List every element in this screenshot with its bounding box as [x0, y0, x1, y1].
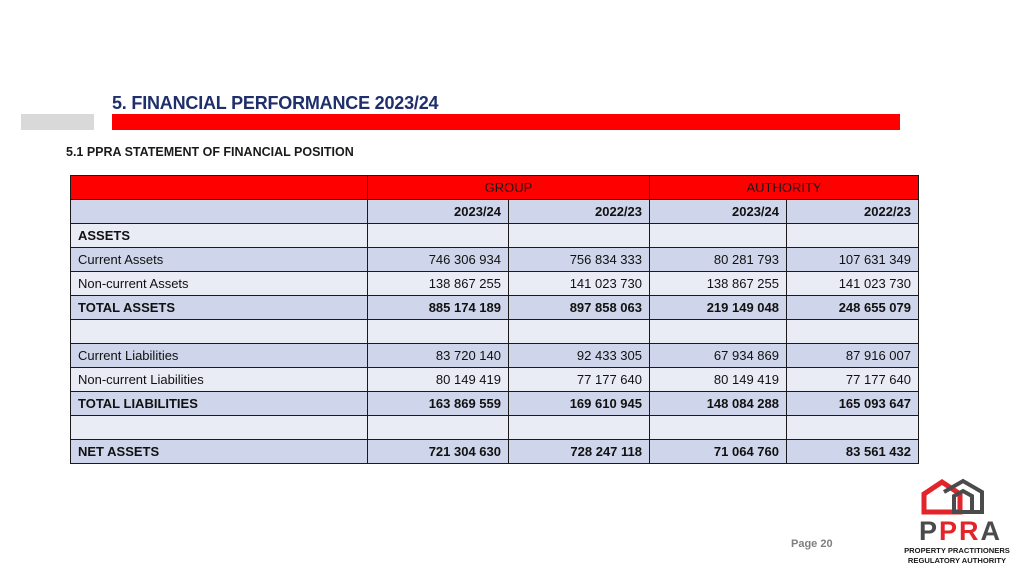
- logo-letter-a: A: [980, 516, 1003, 546]
- row-label: ASSETS: [71, 224, 368, 248]
- year-group-prior: 2022/23: [509, 200, 650, 224]
- cell-value: [787, 416, 919, 440]
- house-logo-icon: [920, 478, 986, 516]
- cell-value: 148 084 288: [650, 392, 787, 416]
- cell-value: [368, 320, 509, 344]
- logo-letter-r: R: [959, 516, 981, 546]
- row-label: NET ASSETS: [71, 440, 368, 464]
- table-header-row: [71, 176, 919, 200]
- cell-value: 80 149 419: [368, 368, 509, 392]
- table-row: [71, 320, 919, 344]
- cell-value: 83 720 140: [368, 344, 509, 368]
- cell-value: [509, 416, 650, 440]
- cell-value: 87 916 007: [787, 344, 919, 368]
- year-empty-cell: [71, 200, 368, 224]
- cell-value: 746 306 934: [368, 248, 509, 272]
- table-row: [71, 248, 919, 272]
- table-row: [71, 296, 919, 320]
- cell-value: [787, 320, 919, 344]
- section-subtitle: 5.1 PPRA STATEMENT OF FINANCIAL POSITION: [66, 145, 354, 159]
- year-authority-current: 2023/24: [650, 200, 787, 224]
- cell-value: 163 869 559: [368, 392, 509, 416]
- logo-line-2: REGULATORY AUTHORITY: [907, 556, 1007, 565]
- cell-value: 885 174 189: [368, 296, 509, 320]
- cell-value: [650, 320, 787, 344]
- cell-value: [509, 224, 650, 248]
- row-label: Current Assets: [71, 248, 368, 272]
- page-title: 5. FINANCIAL PERFORMANCE 2023/24: [112, 93, 439, 113]
- page-number: Page 20: [791, 538, 833, 550]
- logo-line-1: PROPERTY PRACTITIONERS: [904, 546, 1010, 555]
- year-header-row: [71, 200, 919, 224]
- cell-value: 141 023 730: [509, 272, 650, 296]
- table-row: [71, 272, 919, 296]
- cell-value: 77 177 640: [509, 368, 650, 392]
- cell-value: 728 247 118: [509, 440, 650, 464]
- cell-value: 165 093 647: [787, 392, 919, 416]
- cell-value: 897 858 063: [509, 296, 650, 320]
- cell-value: [368, 416, 509, 440]
- cell-value: 248 655 079: [787, 296, 919, 320]
- cell-value: 71 064 760: [650, 440, 787, 464]
- logo-subtitle: [898, 546, 1016, 566]
- cell-value: 141 023 730: [787, 272, 919, 296]
- table-row: [71, 440, 919, 464]
- cell-value: 83 561 432: [787, 440, 919, 464]
- financial-position-table: [70, 175, 919, 464]
- cell-value: 107 631 349: [787, 248, 919, 272]
- cell-value: 77 177 640: [787, 368, 919, 392]
- logo-letter-p-red: P: [939, 516, 960, 546]
- year-authority-prior: 2022/23: [787, 200, 919, 224]
- header-empty-cell: [71, 176, 368, 200]
- cell-value: 80 149 419: [650, 368, 787, 392]
- cell-value: [787, 224, 919, 248]
- cell-value: 67 934 869: [650, 344, 787, 368]
- title-grey-bar: [21, 114, 94, 130]
- cell-value: 80 281 793: [650, 248, 787, 272]
- row-label: TOTAL ASSETS: [71, 296, 368, 320]
- row-label: Non-current Liabilities: [71, 368, 368, 392]
- group-header: GROUP: [368, 176, 650, 200]
- cell-value: 92 433 305: [509, 344, 650, 368]
- cell-value: [368, 224, 509, 248]
- table-row: [71, 344, 919, 368]
- cell-value: 138 867 255: [368, 272, 509, 296]
- table-row: [71, 368, 919, 392]
- ppra-logo: [898, 478, 1016, 568]
- row-label: Non-current Assets: [71, 272, 368, 296]
- row-label: Current Liabilities: [71, 344, 368, 368]
- row-label: [71, 320, 368, 344]
- cell-value: 219 149 048: [650, 296, 787, 320]
- row-label: TOTAL LIABILITIES: [71, 392, 368, 416]
- row-label: [71, 416, 368, 440]
- logo-wordmark: [919, 518, 1002, 545]
- cell-value: [509, 320, 650, 344]
- table-row: [71, 392, 919, 416]
- cell-value: 169 610 945: [509, 392, 650, 416]
- table-row: [71, 416, 919, 440]
- cell-value: 721 304 630: [368, 440, 509, 464]
- authority-header: AUTHORITY: [650, 176, 919, 200]
- cell-value: 138 867 255: [650, 272, 787, 296]
- title-red-bar: [112, 114, 900, 130]
- cell-value: 756 834 333: [509, 248, 650, 272]
- cell-value: [650, 224, 787, 248]
- year-group-current: 2023/24: [368, 200, 509, 224]
- cell-value: [650, 416, 787, 440]
- logo-letter-p: P: [919, 516, 940, 546]
- table-row: [71, 224, 919, 248]
